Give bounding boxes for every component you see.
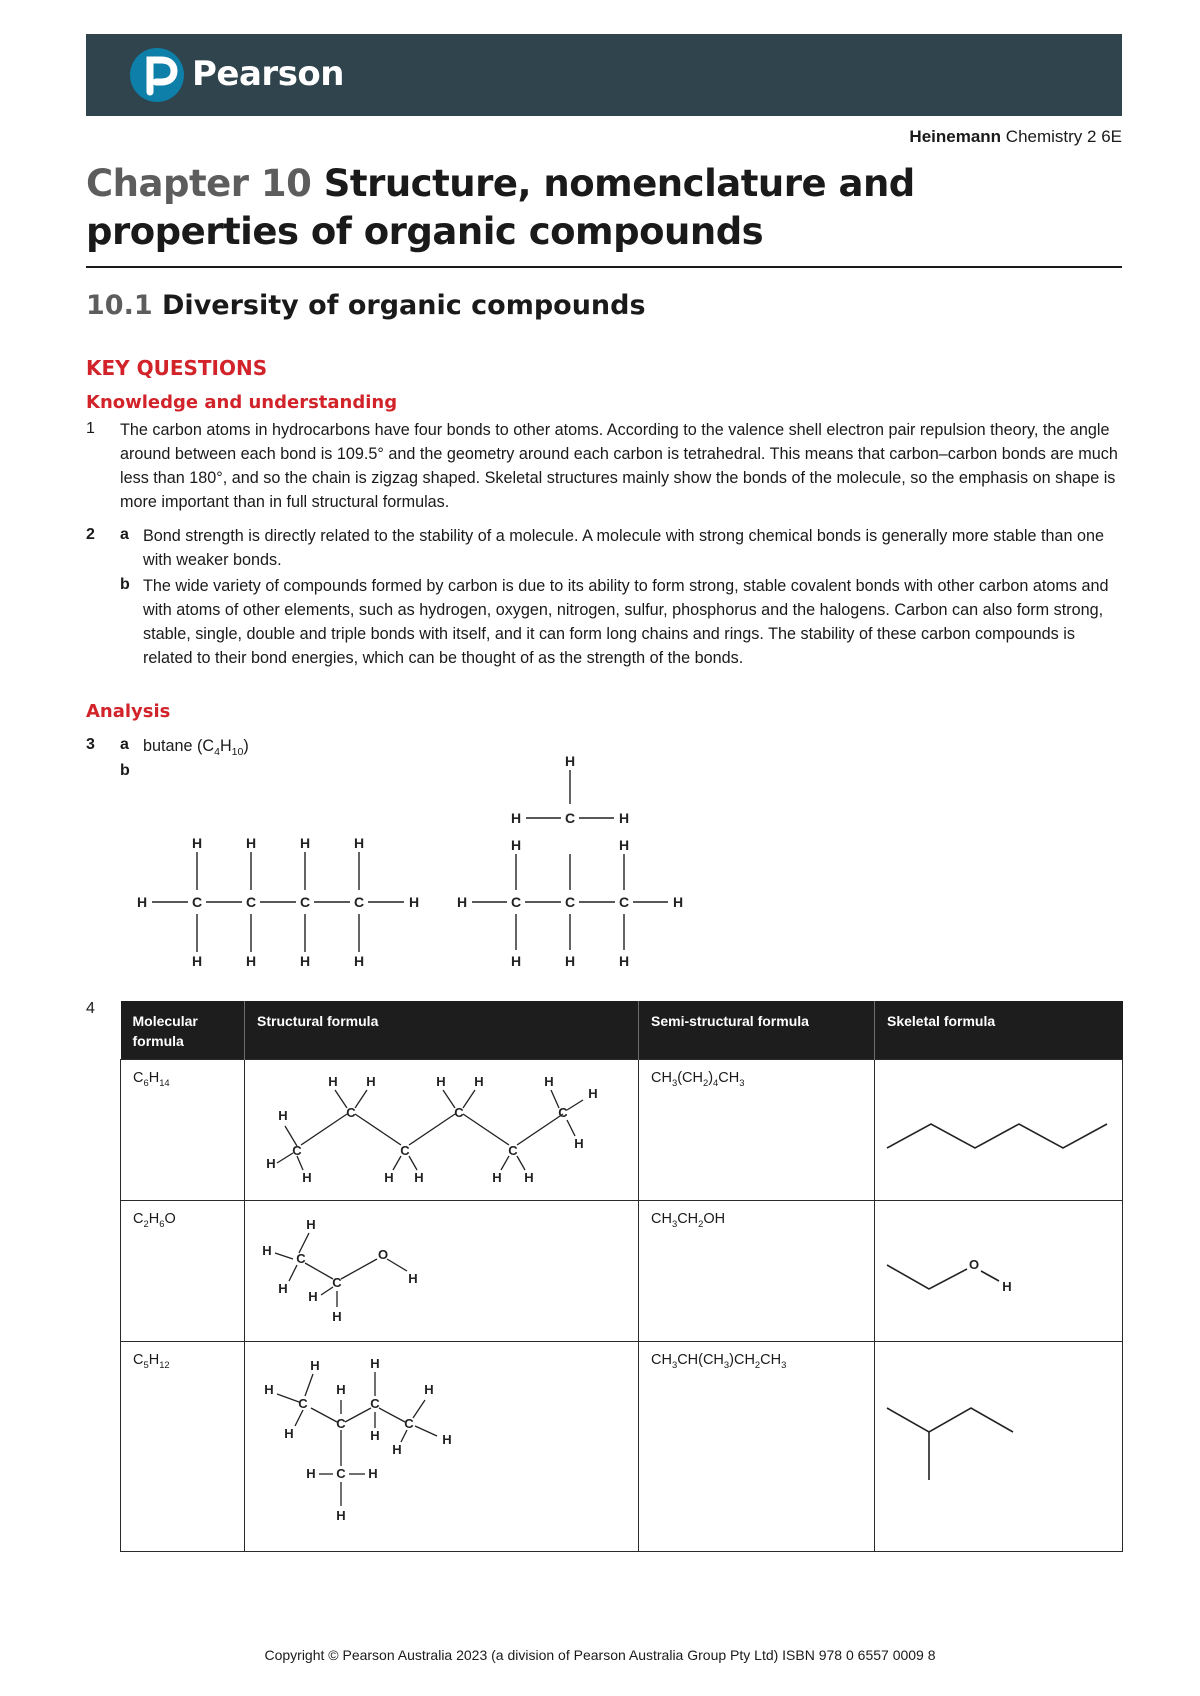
molecular-formula: $C_2H_6O$: [121, 1201, 245, 1342]
atom-h: H: [306, 1466, 316, 1481]
atom-h: H: [264, 1382, 274, 1397]
skeletal-formula-cell: [875, 1342, 1123, 1552]
atom-c: C: [353, 894, 365, 910]
brand-name: Pearson: [192, 54, 344, 94]
question-number: 3: [86, 736, 95, 753]
atom-c: C: [245, 894, 257, 910]
atom-h: H: [442, 1432, 452, 1447]
table-row: [121, 1060, 1123, 1201]
atom-c: C: [510, 894, 522, 910]
atom-h: H: [456, 894, 468, 910]
semi-structural-formula: $CH_3CH(CH_3)CH_2CH_3$: [639, 1342, 875, 1552]
divider: [86, 266, 1122, 268]
atom-c: C: [346, 1105, 356, 1120]
formula-table: [120, 1001, 1123, 1552]
question-3a-text: butane $(C_4H_{10})$: [143, 737, 249, 759]
atom-h: H: [262, 1243, 272, 1258]
question-number: 2: [86, 526, 95, 543]
atom-h: H: [574, 1136, 584, 1151]
atom-h: H: [332, 1309, 342, 1324]
atom-c: C: [558, 1105, 568, 1120]
section-title: 10.1 Diversity of organic compounds: [86, 290, 646, 321]
atom-h: H: [414, 1170, 424, 1185]
atom-h: H: [302, 1170, 312, 1185]
atom-h: H: [353, 835, 365, 851]
methylbutane-structural-formula: [253, 1350, 483, 1540]
atom-c: C: [298, 1396, 308, 1411]
atom-h: H: [368, 1466, 378, 1481]
pearson-logo-icon: [130, 48, 184, 102]
atom-c: C: [292, 1143, 302, 1158]
atom-c: C: [454, 1105, 464, 1120]
atom-h: H: [370, 1428, 380, 1443]
atom-c: C: [404, 1416, 414, 1431]
atom-h: H: [384, 1170, 394, 1185]
atom-c: C: [336, 1466, 346, 1481]
atom-h: H: [436, 1074, 446, 1089]
column-header: Structural formula: [245, 1001, 639, 1060]
atom-c: C: [400, 1143, 410, 1158]
column-header: Skeletal formula: [875, 1001, 1123, 1060]
atom-h: H: [284, 1426, 294, 1441]
book-title: Heinemann Chemistry 2 6E: [909, 127, 1122, 146]
atom-h: H: [353, 953, 365, 969]
atom-c: C: [564, 810, 576, 826]
atom-c: C: [370, 1396, 380, 1411]
atom-c: C: [618, 894, 630, 910]
hexane-structural-formula: [253, 1068, 613, 1188]
analysis-heading: Analysis: [86, 701, 171, 722]
atom-h: H: [328, 1074, 338, 1089]
atom-h: H: [524, 1170, 534, 1185]
atom-h: H: [564, 753, 576, 769]
atom-h: H: [191, 835, 203, 851]
atom-h: H: [564, 953, 576, 969]
skeletal-formula-cell: [875, 1201, 1123, 1342]
part-label: b: [120, 762, 130, 779]
atom-h: H: [370, 1356, 380, 1371]
atom-h: H: [392, 1442, 402, 1457]
question-2b-text: The wide variety of compounds formed by carbon is due to its ability to form strong, stable covalent bonds with other carbon atoms and with atoms of other elements, such as hydrogen, oxygen, nitrogen, sulfur, phosphorus and the halogens. Carbon can also form strong, stable, single, double and triple bonds with itself, and it can form long chains and rings. The stability of these carbon compounds is related to their bond energies, which can be thought of as the strength of the bonds.: [143, 577, 1109, 667]
atom-h: H: [588, 1086, 598, 1101]
structural-formula-cell: [245, 1342, 639, 1552]
table-row: [121, 1342, 1123, 1552]
atom-c: C: [508, 1143, 518, 1158]
question-number: 1: [86, 420, 95, 437]
atom-h: H: [492, 1170, 502, 1185]
key-questions-heading: KEY QUESTIONS: [86, 356, 268, 380]
atom-h: H: [474, 1074, 484, 1089]
question-1-text: The carbon atoms in hydrocarbons have four bonds to other atoms. According to the valence shell electron pair repulsion theory, the angle around between each bond is 109.5° and the geometry around each carbon is tetrahedral. This means that carbon–carbon bonds are much less than 180°, and so the chain is zigzag shaped. Skeletal structures mainly show the bonds of the molecule, so the emphasis on shape is more important than in full structural formulas.: [120, 421, 1118, 511]
part-label: a: [120, 736, 129, 753]
atom-h: H: [336, 1508, 346, 1523]
atom-c: C: [336, 1416, 346, 1431]
atom-h: H: [310, 1358, 320, 1373]
atom-h: H: [408, 894, 420, 910]
molecular-formula: $C_6H_{14}$: [121, 1060, 245, 1201]
molecular-formula: $C_5H_{12}$: [121, 1342, 245, 1552]
atom-h: H: [408, 1271, 418, 1286]
atom-h: H: [266, 1156, 276, 1171]
atom-c: C: [564, 894, 576, 910]
methylpropane-structural-formula: [450, 752, 700, 972]
atom-c: C: [296, 1251, 306, 1266]
atom-h: H: [510, 837, 522, 853]
atom-h: H: [299, 835, 311, 851]
atom-h: H: [618, 810, 630, 826]
atom-h: H: [510, 953, 522, 969]
atom-h: H: [308, 1289, 318, 1304]
column-header: Molecular formula: [121, 1001, 245, 1060]
atom-h: H: [618, 837, 630, 853]
atom-h: H: [278, 1281, 288, 1296]
pearson-banner: [86, 34, 1122, 116]
part-label: b: [120, 576, 130, 593]
atom-h: H: [136, 894, 148, 910]
atom-h: H: [424, 1382, 434, 1397]
atom-c: C: [332, 1275, 342, 1290]
part-label: a: [120, 526, 129, 543]
table-header-row: [121, 1001, 1123, 1060]
atom-h: H: [672, 894, 684, 910]
copyright-footer: Copyright © Pearson Australia 2023 (a division of Pearson Australia Group Pty Ltd) ISBN 978 0 6557 0009 8: [264, 1647, 936, 1663]
structural-formula-cell: [245, 1201, 639, 1342]
chapter-title: Chapter 10 Structure, nomenclature and properties of organic compounds: [86, 162, 915, 253]
atom-h: H: [191, 953, 203, 969]
ethanol-skeletal-formula: [883, 1251, 1115, 1311]
atom-o: O: [968, 1257, 980, 1272]
atom-h: H: [544, 1074, 554, 1089]
atom-h: H: [245, 835, 257, 851]
atom-c: C: [299, 894, 311, 910]
ethanol-structural-formula: [253, 1207, 453, 1337]
atom-c: C: [191, 894, 203, 910]
atom-o: O: [377, 1247, 389, 1262]
atom-h: H: [1002, 1279, 1012, 1294]
atom-h: H: [306, 1217, 316, 1232]
atom-h: H: [366, 1074, 376, 1089]
knowledge-heading: Knowledge and understanding: [86, 392, 398, 413]
butane-structural-formula: [130, 830, 430, 970]
atom-h: H: [510, 810, 522, 826]
skeletal-formula-cell: [875, 1060, 1123, 1201]
question-number: 4: [86, 1000, 95, 1017]
atom-h: H: [618, 953, 630, 969]
column-header: Semi-structural formula: [639, 1001, 875, 1060]
semi-structural-formula: $CH_3CH_2OH$: [639, 1201, 875, 1342]
atom-h: H: [245, 953, 257, 969]
table-row: [121, 1201, 1123, 1342]
hexane-skeletal-formula: [883, 1106, 1115, 1156]
structural-formula-cell: [245, 1060, 639, 1201]
methylbutane-skeletal-formula: [883, 1386, 1115, 1526]
question-2a-text: Bond strength is directly related to the stability of a molecule. A molecule with strong chemical bonds is generally more stable than one with weaker bonds.: [143, 527, 1104, 569]
semi-structural-formula: $CH_3(CH_2)_4CH_3$: [639, 1060, 875, 1201]
atom-h: H: [278, 1108, 288, 1123]
atom-h: H: [299, 953, 311, 969]
atom-h: H: [336, 1382, 346, 1397]
